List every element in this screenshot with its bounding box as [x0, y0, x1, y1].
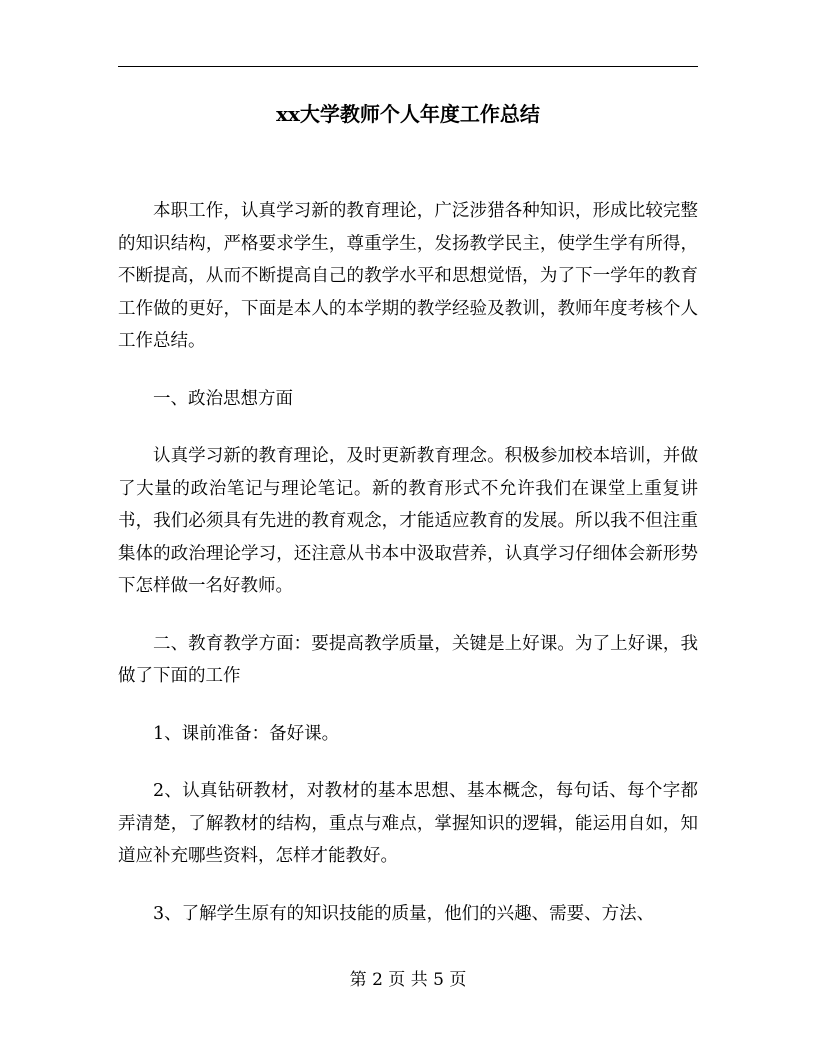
section-heading-political: 一、政治思想方面	[153, 388, 293, 409]
list-item-1: 1、课前准备：备好课。	[153, 723, 340, 744]
page-number-footer: 第 2 页 共 5 页	[349, 970, 467, 990]
header-rule	[118, 66, 698, 67]
list-item-3: 3、了解学生原有的知识技能的质量，他们的兴趣、需要、方法、	[153, 903, 655, 924]
paragraph-intro: 本职工作，认真学习新的教育理论，广泛涉猎各种知识，形成比较完整的知识结构，严格要求学生，尊重学生，发扬教学民主，使学生学有所得，不断提高，从而不断提高自己的教学水平和思想觉悟，为了下一学年的教育工作做的更好，下面是本人的本学期的教学经验及教训，教师年度考核个人工作总结。	[118, 201, 698, 351]
paragraph-political: 认真学习新的教育理论，及时更新教育理念。积极参加校本培训，并做了大量的政治笔记与理论笔记。新的教育形式不允许我们在课堂上重复讲书，我们必须具有先进的教育观念，才能适应教育的发展。所以我不但注重集体的政治理论学习，还注意从书本中汲取营养，认真学习仔细体会新形势下怎样做一名好教师。	[118, 446, 698, 596]
document-title: xx大学教师个人年度工作总结	[276, 102, 540, 126]
section-heading-teaching: 二、教育教学方面：要提高教学质量，关键是上好课。为了上好课，我做了下面的工作	[118, 633, 698, 686]
document-body	[118, 195, 698, 955]
list-item-2: 2、认真钻研教材，对教材的基本思想、基本概念，每句话、每个字都弄清楚，了解教材的结构，重点与难点，掌握知识的逻辑，能运用自如，知道应补充哪些资料，怎样才能教好。	[118, 781, 698, 866]
